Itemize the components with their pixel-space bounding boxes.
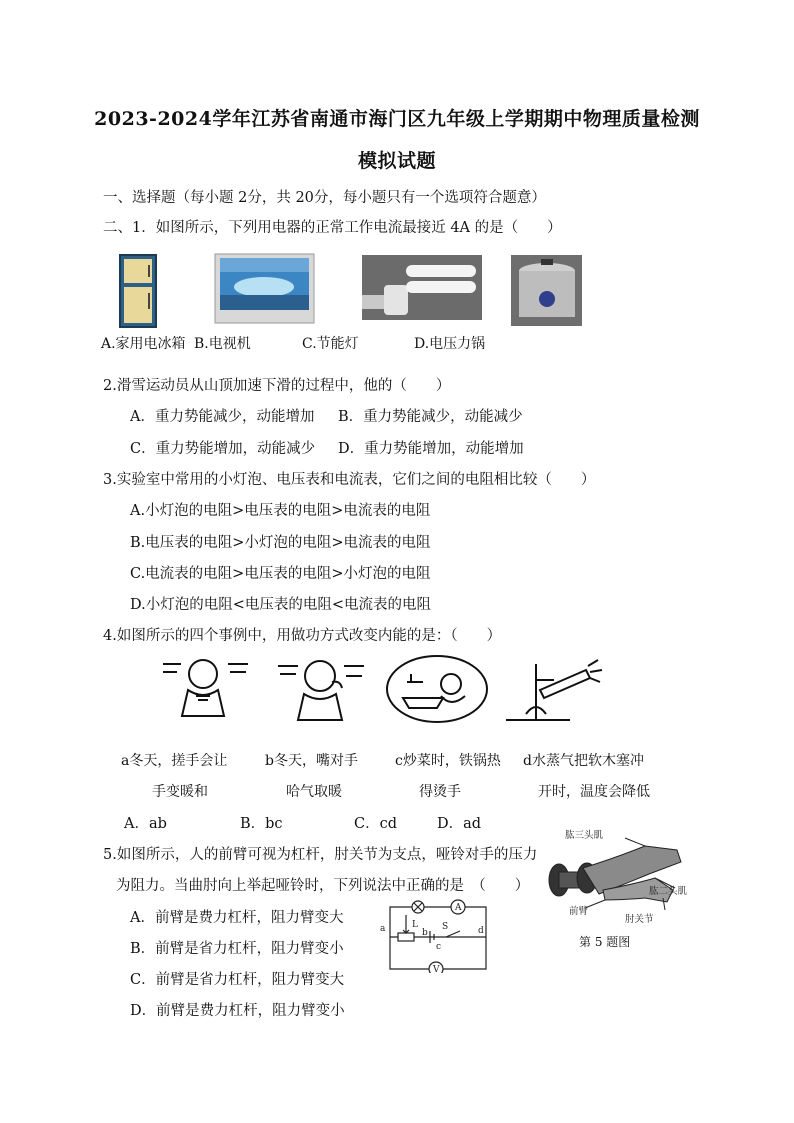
q3-stem: 3.实验室中常用的小灯泡、电压表和电流表，它们之间的电阻相比较（ ）	[103, 472, 596, 488]
cooking-pan-image	[385, 654, 489, 724]
arm-label-elbow: 肘关节	[625, 914, 654, 925]
circuit-diagram	[378, 893, 494, 973]
q5-option-a: A．前臂是费力杠杆，阻力臂变大	[130, 910, 344, 926]
q1-caption-c: C.节能灯	[302, 336, 359, 352]
q4-caption-c-line2: 得烫手	[419, 784, 461, 800]
q5-option-d: D．前臂是费力杠杆，阻力臂变小	[130, 1003, 345, 1019]
q3-option-d: D.小灯泡的电阻<电压表的电阻<电流表的电阻	[130, 597, 432, 613]
q4-caption-b-line1: b冬天，嘴对手	[265, 753, 358, 769]
tv-image	[214, 253, 315, 324]
q5-option-c: C．前臂是省力杠杆，阻力臂变大	[130, 972, 345, 988]
q5-option-b: B．前臂是省力杠杆，阻力臂变小	[130, 941, 344, 957]
energy-saving-bulb-image	[362, 255, 482, 320]
exam-title-line2: 模拟试题	[357, 150, 436, 172]
q2-option-d: D．重力势能增加，动能增加	[338, 441, 524, 457]
q4-option-c: C．cd	[354, 816, 397, 832]
q2-option-b: B．重力势能减少，动能减少	[338, 409, 523, 425]
test-tube-stopper-image	[496, 654, 604, 724]
arm-label-triceps: 肱三头肌	[565, 830, 604, 841]
exam-title-line1: 2023-2024学年江苏省南通市海门区九年级上学期期中物理质量检测	[94, 108, 700, 130]
circuit-label-l: L	[412, 920, 418, 930]
rubbing-hands-image	[158, 654, 253, 724]
circuit-label-d: d	[478, 926, 484, 936]
circuit-label-s: S	[442, 922, 449, 932]
q1-caption-a: A.家用电冰箱	[101, 336, 186, 352]
q1-caption-b: B.电视机	[194, 336, 251, 352]
circuit-label-c: c	[436, 942, 442, 952]
q4-caption-d-line2: 开时，温度会降低	[538, 784, 650, 800]
q4-caption-c-line1: c炒菜时，铁锅热	[395, 753, 501, 769]
q5-figure-caption: 第 5 题图	[579, 935, 631, 949]
q2-option-a: A．重力势能减少，动能增加	[130, 409, 315, 425]
q2-stem: 2.滑雪运动员从山顶加速下滑的过程中，他的（ ）	[103, 378, 451, 394]
pressure-cooker-image	[511, 255, 582, 326]
section-header: 一、选择题（每小题 2分，共 20分，每小题只有一个选项符合题意）	[103, 190, 546, 206]
arm-lever-figure	[545, 828, 695, 926]
fridge-image	[118, 253, 158, 329]
q1-stem: 二、1．如图所示，下列用电器的正常工作电流最接近 4A 的是（ ）	[103, 220, 562, 236]
q4-caption-a-line2: 手变暖和	[152, 784, 208, 800]
arm-label-biceps: 肱二头肌	[649, 886, 688, 897]
q5-stem-line1: 5.如图所示，人的前臂可视为杠杆，肘关节为支点，哑铃对手的压力	[103, 847, 538, 863]
q3-option-c: C.电流表的电阻>电压表的电阻>小灯泡的电阻	[130, 566, 431, 582]
circuit-label-b: b	[422, 928, 428, 938]
q4-caption-b-line2: 哈气取暖	[286, 784, 342, 800]
q5-stem-line2: 为阻力。当曲肘向上举起哑铃时，下列说法中正确的是 （ ）	[116, 878, 530, 894]
circuit-label-a: a	[380, 924, 386, 934]
q2-option-c: C．重力势能增加，动能减少	[130, 441, 316, 457]
voltmeter-label: V	[433, 965, 440, 973]
q4-option-d: D．ad	[437, 816, 482, 832]
q4-caption-a-line1: a冬天，搓手会让	[121, 753, 228, 769]
q4-option-b: B．bc	[240, 816, 283, 832]
q3-option-b: B.电压表的电阻>小灯泡的电阻>电流表的电阻	[130, 535, 431, 551]
q1-caption-d: D.电压力锅	[414, 336, 486, 352]
q4-caption-d-line1: d水蒸气把软木塞冲	[523, 753, 644, 769]
ammeter-label: A	[455, 903, 462, 913]
q3-option-a: A.小灯泡的电阻>电压表的电阻>电流表的电阻	[130, 503, 431, 519]
q4-option-a: A．ab	[124, 816, 167, 832]
arm-label-forearm: 前臂	[569, 906, 589, 917]
breathing-on-hands-image	[270, 654, 370, 724]
q4-stem: 4.如图所示的四个事例中，用做功方式改变内能的是：（ ）	[103, 628, 502, 644]
